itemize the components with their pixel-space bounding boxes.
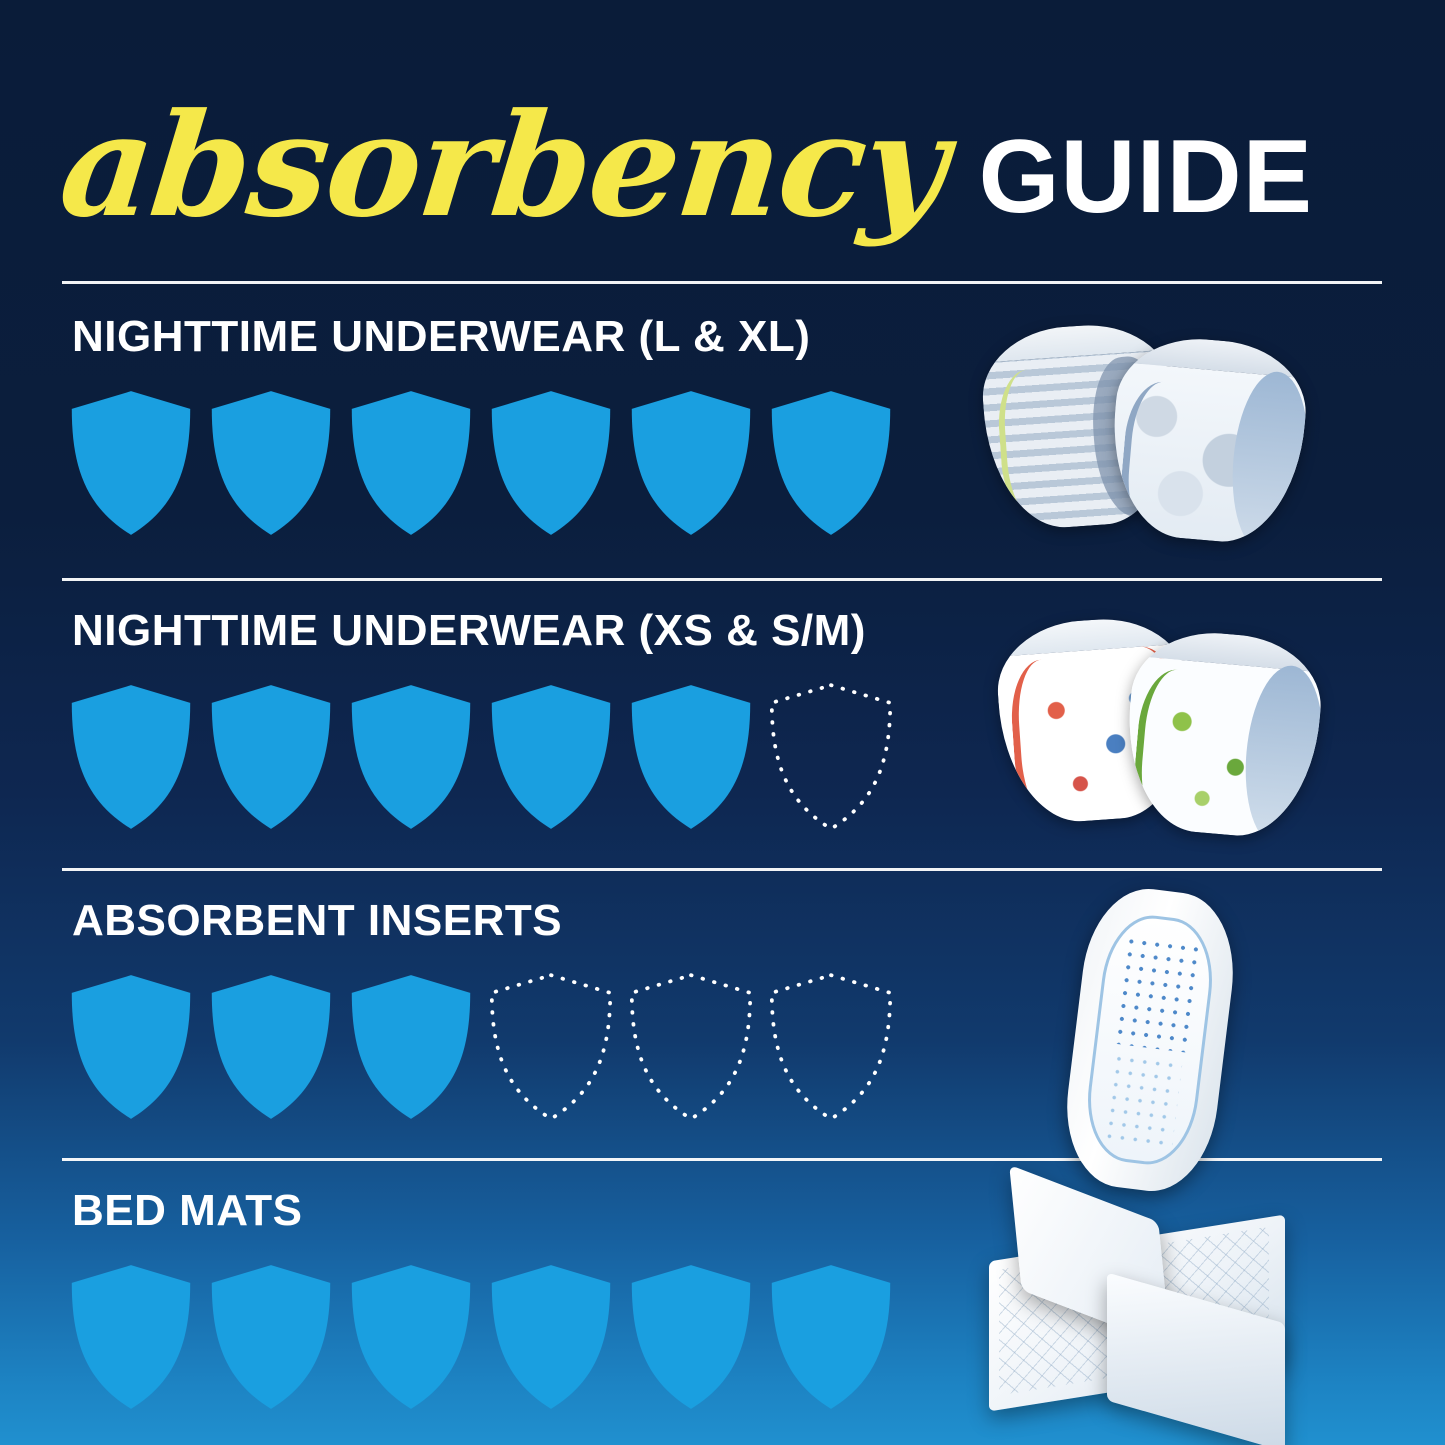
filled-shield xyxy=(208,682,334,832)
divider-rule-3 xyxy=(62,868,1382,871)
brief-character-green xyxy=(1120,626,1327,842)
title-script-word: absorbency xyxy=(53,83,954,249)
filled-shield xyxy=(488,1262,614,1412)
empty-shield xyxy=(768,972,894,1122)
bed-mat-folded-image xyxy=(975,1190,1305,1440)
filled-shield xyxy=(488,388,614,538)
divider-rule-2 xyxy=(62,578,1382,581)
nighttime-underwear-small-pair-image xyxy=(1000,612,1330,832)
title-plain-word: GUIDE xyxy=(978,119,1313,235)
filled-shield xyxy=(208,388,334,538)
filled-shield xyxy=(768,388,894,538)
filled-shield xyxy=(348,972,474,1122)
filled-shield xyxy=(348,1262,474,1412)
filled-shield xyxy=(68,972,194,1122)
nighttime-underwear-large-pair-image xyxy=(985,318,1315,538)
filled-shield xyxy=(348,682,474,832)
section-label: BED MATS xyxy=(72,1186,303,1235)
divider-rule-1 xyxy=(62,281,1382,284)
filled-shield xyxy=(768,1262,894,1412)
empty-shield xyxy=(488,972,614,1122)
filled-shield xyxy=(68,1262,194,1412)
filled-shield xyxy=(628,682,754,832)
filled-shield xyxy=(208,1262,334,1412)
filled-shield xyxy=(68,388,194,538)
page-title xyxy=(53,58,1382,249)
filled-shield xyxy=(208,972,334,1122)
section-label: NIGHTTIME UNDERWEAR (L & XL) xyxy=(72,312,811,361)
filled-shield xyxy=(628,388,754,538)
section-label: NIGHTTIME UNDERWEAR (XS & S/M) xyxy=(72,606,866,655)
filled-shield xyxy=(68,682,194,832)
brief-camo xyxy=(1105,332,1312,548)
empty-shield xyxy=(628,972,754,1122)
section-label: ABSORBENT INSERTS xyxy=(72,896,563,945)
absorbent-insert-pad-image xyxy=(1075,890,1225,1190)
empty-shield xyxy=(768,682,894,832)
filled-shield xyxy=(628,1262,754,1412)
filled-shield xyxy=(348,388,474,538)
filled-shield xyxy=(488,682,614,832)
